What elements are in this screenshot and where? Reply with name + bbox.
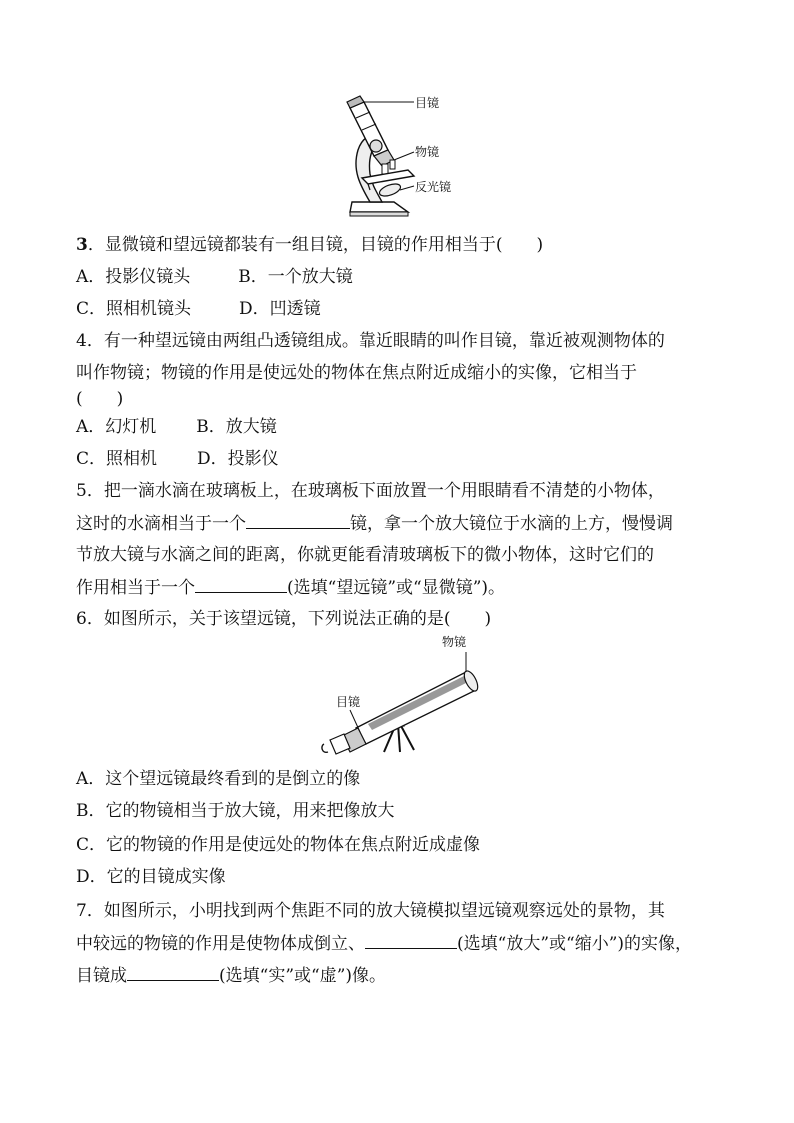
q6-option-c: C．它的物镜的作用是使远处的物体在焦点附近成虚像 (76, 835, 481, 855)
microscope-illustration (330, 90, 470, 220)
q3-option-d: D．凹透镜 (239, 299, 321, 319)
q7-line1: 7．如图所示，小明找到两个焦距不同的放大镜模拟望远镜观察远处的景物，其 (76, 901, 665, 921)
q4-line2: 叫作物镜；物镜的作用是使远处的物体在焦点附近成缩小的实像，它相当于 (76, 363, 637, 383)
q3-number: 3 (76, 235, 88, 255)
q3-options-row1 (76, 266, 353, 288)
q6-option-a: A．这个望远镜最终看到的是倒立的像 (76, 769, 361, 789)
telescope-figure (316, 632, 486, 756)
microscope-figure (330, 90, 470, 220)
q4-options-row1 (76, 416, 277, 438)
q3-stem (76, 234, 543, 256)
q4-option-c: C．照相机 (76, 449, 158, 469)
q7-line3 (76, 964, 386, 987)
q5-line2 (76, 512, 673, 535)
q4-options-row2 (76, 448, 279, 470)
q5-line2-end: 镜，拿一个放大镜位于水滴的上方，慢慢调 (350, 514, 673, 534)
q3-option-c: C．照相机镜头 (76, 299, 192, 319)
telescope-illustration (316, 632, 486, 756)
q5-line2-start: 这时的水滴相当于一个 (76, 514, 246, 534)
q4-line3: ( ) (76, 389, 124, 409)
telescope-label-eyepiece: 目镜 (336, 695, 361, 709)
label-mirror: 反光镜 (415, 180, 452, 194)
q4-option-a: A．幻灯机 (76, 417, 157, 437)
q5-blank-2[interactable] (195, 576, 287, 593)
q7-line3-end: (选填“实”或“虚”)像。 (219, 966, 387, 986)
q6-stem: 6．如图所示，关于该望远镜，下列说法正确的是( ) (76, 609, 492, 629)
q7-line2-end: (选填“放大”或“缩小”)的实像， (457, 934, 693, 954)
q7-line3-start: 目镜成 (76, 966, 127, 986)
q6-option-d: D．它的目镜成实像 (76, 867, 226, 887)
label-objective: 物镜 (415, 145, 440, 159)
q5-line3: 节放大镜与水滴之间的距离，你就更能看清玻璃板下的微小物体，这时它们的 (76, 545, 654, 565)
q4-option-b: B．放大镜 (196, 417, 277, 437)
q7-blank-1[interactable] (365, 932, 457, 949)
label-eyepiece: 目镜 (415, 96, 440, 110)
telescope-label-objective: 物镜 (442, 635, 467, 649)
q3-option-a: A．投影仪镜头 (76, 267, 191, 287)
q4-line1: 4．有一种望远镜由两组凸透镜组成。靠近眼睛的叫作目镜，靠近被观测物体的 (76, 331, 665, 351)
q6-option-b: B．它的物镜相当于放大镜，用来把像放大 (76, 801, 395, 821)
q5-line4 (76, 576, 505, 599)
q3-option-b: B．一个放大镜 (238, 267, 353, 287)
q7-blank-2[interactable] (127, 964, 219, 981)
q3-stem-text: ．显微镜和望远镜都装有一组目镜，目镜的作用相当于( ) (87, 235, 544, 255)
q7-line2-start: 中较远的物镜的作用是使物体成倒立、 (76, 934, 365, 954)
q3-options-row2 (76, 298, 321, 320)
q5-blank-1[interactable] (246, 512, 350, 529)
q7-line2 (76, 932, 692, 955)
q5-line4-start: 作用相当于一个 (76, 578, 195, 598)
q5-line1: 5．把一滴水滴在玻璃板上，在玻璃板下面放置一个用眼睛看不清楚的小物体， (76, 481, 665, 501)
q5-line4-end: (选填“望远镜”或“显微镜”)。 (287, 578, 506, 598)
q4-option-d: D．投影仪 (197, 449, 279, 469)
